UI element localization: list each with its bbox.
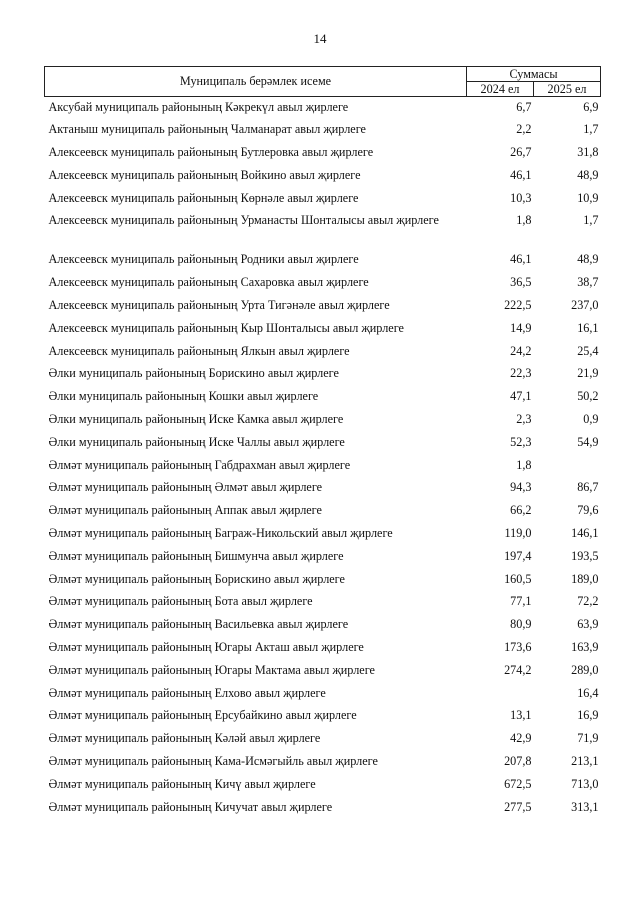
value-2024-cell: 47,1 — [510, 389, 532, 404]
municipality-name-cell: Әлмәт муниципаль районының Югары Акташ авыл җирлеге — [48, 640, 364, 655]
value-2024-cell — [467, 683, 534, 706]
municipality-name-cell: Алексеевск муниципаль районының Кыр Шонталысы авыл җирлеге — [48, 320, 404, 335]
value-2024-cell: 207,8 — [504, 754, 532, 769]
table-row — [45, 142, 601, 165]
value-2024-cell: 94,3 — [510, 480, 532, 495]
value-2025-cell: 0,9 — [583, 412, 599, 427]
value-2024-cell: 119,0 — [504, 526, 532, 541]
value-2025-cell: 163,9 — [571, 640, 599, 655]
value-2025-cell: 16,4 — [577, 685, 599, 700]
municipality-name-cell: Әлмәт муниципаль районының Кичучат авыл җирлеге — [48, 799, 333, 814]
table-row — [45, 249, 601, 272]
municipality-name-cell: Алексеевск муниципаль районының Урманасты Шонталысы авыл җирлеге — [48, 213, 439, 228]
municipality-name-cell: Әлки муниципаль районының Иске Камка авыл җирлеге — [48, 412, 344, 427]
value-2025-cell: 6,9 — [583, 100, 599, 114]
value-2024-cell: 80,9 — [510, 617, 532, 632]
municipality-name-cell: Әлмәт муниципаль районының Елхово авыл җирлеге — [48, 685, 326, 700]
table-row — [45, 341, 601, 364]
value-2025-cell: 79,6 — [577, 503, 599, 518]
table-row — [45, 797, 601, 820]
value-2025-cell: 48,9 — [577, 167, 599, 182]
value-2024-cell: 13,1 — [510, 708, 532, 723]
value-2024-cell: 10,3 — [510, 190, 532, 205]
table-row — [45, 751, 601, 774]
table-row — [45, 569, 601, 592]
municipality-name-cell: Аксубай муниципаль районының Кәкрекүл авыл җирлеге — [48, 100, 349, 114]
value-2025-cell — [534, 455, 601, 478]
value-2025-cell: 31,8 — [577, 145, 599, 160]
table-row — [45, 637, 601, 660]
value-2024-cell: 26,7 — [510, 145, 532, 160]
municipality-name-cell: Әлмәт муниципаль районының Габдрахман авыл җирлеге — [48, 457, 351, 472]
municipality-name-cell: Алексеевск муниципаль районының Көрнәле авыл җирлеге — [48, 190, 359, 205]
value-2025-cell: 16,1 — [577, 320, 599, 335]
value-2024-cell: 42,9 — [510, 731, 532, 746]
table-body — [45, 97, 601, 820]
municipality-name-cell: Алексеевск муниципаль районының Урта Тигәнәле авыл җирлеге — [48, 298, 390, 313]
table-row — [45, 660, 601, 683]
value-2025-cell: 25,4 — [577, 343, 599, 358]
municipality-name-cell: Әлки муниципаль районының Кошки авыл җирлеге — [48, 389, 319, 404]
value-2024-cell: 1,8 — [516, 457, 532, 472]
municipality-name-cell: Әлмәт муниципаль районының Борискино авыл җирлеге — [48, 571, 345, 586]
value-2025-cell: 1,7 — [583, 213, 599, 228]
value-2025-cell: 72,2 — [577, 594, 599, 609]
table-row — [45, 165, 601, 188]
municipality-name-cell: Алексеевск муниципаль районының Сахаровка авыл җирлеге — [48, 275, 369, 290]
table-row — [45, 97, 601, 120]
header-year-2025: 2025 ел — [534, 82, 601, 97]
municipality-name-cell: Әлмәт муниципаль районының Кәләй авыл җирлеге — [48, 731, 321, 746]
table-row — [45, 432, 601, 455]
value-2024-cell: 2,3 — [516, 412, 532, 427]
table-row — [45, 705, 601, 728]
value-2024-cell: 173,6 — [504, 640, 532, 655]
value-2024-cell: 277,5 — [504, 799, 532, 814]
municipality-name-cell: Алексеевск муниципаль районының Ялкын авыл җирлеге — [48, 343, 350, 358]
value-2025-cell: 289,0 — [571, 662, 599, 677]
municipality-name-cell: Әлмәт муниципаль районының Кичү авыл җирлеге — [48, 776, 316, 791]
municipality-name-cell: Әлмәт муниципаль районының Баграж-Никольский авыл җирлеге — [48, 526, 393, 541]
value-2025-cell: 48,9 — [577, 252, 599, 267]
value-2025-cell: 237,0 — [571, 298, 599, 313]
budget-table — [44, 66, 601, 819]
table-row — [45, 119, 601, 142]
municipality-name-cell: Алексеевск муниципаль районының Родники авыл җирлеге — [48, 252, 359, 267]
value-2024-cell: 24,2 — [510, 343, 532, 358]
municipality-name-cell: Әлмәт муниципаль районының Югары Мактама авыл җирлеге — [48, 662, 375, 677]
table-row — [45, 477, 601, 500]
table-row — [45, 455, 601, 478]
municipality-name-cell: Әлки муниципаль районының Иске Чаллы авыл җирлеге — [48, 434, 345, 449]
value-2025-cell: 313,1 — [571, 799, 599, 814]
table-row — [45, 728, 601, 751]
table-row — [45, 774, 601, 797]
municipality-name-cell: Әлмәт муниципаль районының Аппак авыл җирлеге — [48, 503, 322, 518]
table-row — [45, 363, 601, 386]
table-row — [45, 523, 601, 546]
value-2025-cell: 38,7 — [577, 275, 599, 290]
table-row — [45, 546, 601, 569]
value-2024-cell: 22,3 — [510, 366, 532, 381]
value-2025-cell: 189,0 — [571, 571, 599, 586]
municipality-name-cell: Әлмәт муниципаль районының Бишмунча авыл җирлеге — [48, 548, 344, 563]
municipality-name-cell: Алексеевск муниципаль районының Войкино авыл җирлеге — [48, 167, 361, 182]
municipality-name-cell: Алексеевск муниципаль районының Бутлеровка авыл җирлеге — [48, 145, 374, 160]
table-row — [45, 614, 601, 637]
value-2024-cell: 66,2 — [510, 503, 532, 518]
table-row — [45, 210, 601, 249]
municipality-name-cell: Әлмәт муниципаль районының Ерсубайкино авыл җирлеге — [48, 708, 357, 723]
table-row — [45, 500, 601, 523]
municipality-name-cell: Әлки муниципаль районының Борискино авыл җирлеге — [48, 366, 339, 381]
header-municipality-name: Муниципаль берәмлек исеме — [45, 67, 467, 97]
value-2025-cell: 193,5 — [571, 548, 599, 563]
value-2024-cell: 274,2 — [504, 662, 532, 677]
value-2024-cell: 160,5 — [504, 571, 532, 586]
value-2024-cell: 222,5 — [504, 298, 532, 313]
value-2024-cell: 2,2 — [516, 122, 532, 137]
value-2024-cell: 52,3 — [510, 434, 532, 449]
table-row — [45, 386, 601, 409]
municipality-name-cell: Актаныш муниципаль районының Чалманарат авыл җирлеге — [48, 122, 366, 137]
value-2025-cell: 71,9 — [577, 731, 599, 746]
value-2025-cell: 63,9 — [577, 617, 599, 632]
value-2024-cell: 6,7 — [516, 100, 532, 114]
value-2024-cell: 46,1 — [510, 167, 532, 182]
value-2025-cell: 146,1 — [571, 526, 599, 541]
table-row — [45, 591, 601, 614]
municipality-name-cell: Әлмәт муниципаль районының Бота авыл җирлеге — [48, 594, 313, 609]
value-2024-cell: 36,5 — [510, 275, 532, 290]
value-2024-cell: 1,8 — [516, 213, 532, 228]
table-row — [45, 188, 601, 211]
value-2025-cell: 86,7 — [577, 480, 599, 495]
value-2024-cell: 672,5 — [504, 776, 532, 791]
municipality-name-cell: Әлмәт муниципаль районының Кама-Исмәгыйль авыл җирлеге — [48, 754, 378, 769]
value-2025-cell: 10,9 — [577, 190, 599, 205]
page-number: 14 — [313, 31, 327, 46]
value-2025-cell: 16,9 — [577, 708, 599, 723]
value-2025-cell: 54,9 — [577, 434, 599, 449]
value-2024-cell: 14,9 — [510, 320, 532, 335]
value-2025-cell: 50,2 — [577, 389, 599, 404]
table-row — [45, 409, 601, 432]
municipality-name-cell: Әлмәт муниципаль районының Әлмәт авыл җирлеге — [48, 480, 323, 495]
value-2025-cell: 1,7 — [583, 122, 599, 137]
value-2024-cell: 197,4 — [504, 548, 532, 563]
table-row — [45, 683, 601, 706]
value-2024-cell: 46,1 — [510, 252, 532, 267]
value-2025-cell: 213,1 — [571, 754, 599, 769]
header-sum: Суммасы — [467, 67, 601, 82]
table-row — [45, 295, 601, 318]
header-year-2024: 2024 ел — [467, 82, 534, 97]
value-2025-cell: 713,0 — [571, 776, 599, 791]
value-2024-cell: 77,1 — [510, 594, 532, 609]
table-row — [45, 318, 601, 341]
municipality-name-cell: Әлмәт муниципаль районының Васильевка авыл җирлеге — [48, 617, 349, 632]
table-header — [45, 67, 601, 97]
value-2025-cell: 21,9 — [577, 366, 599, 381]
table-row — [45, 272, 601, 295]
